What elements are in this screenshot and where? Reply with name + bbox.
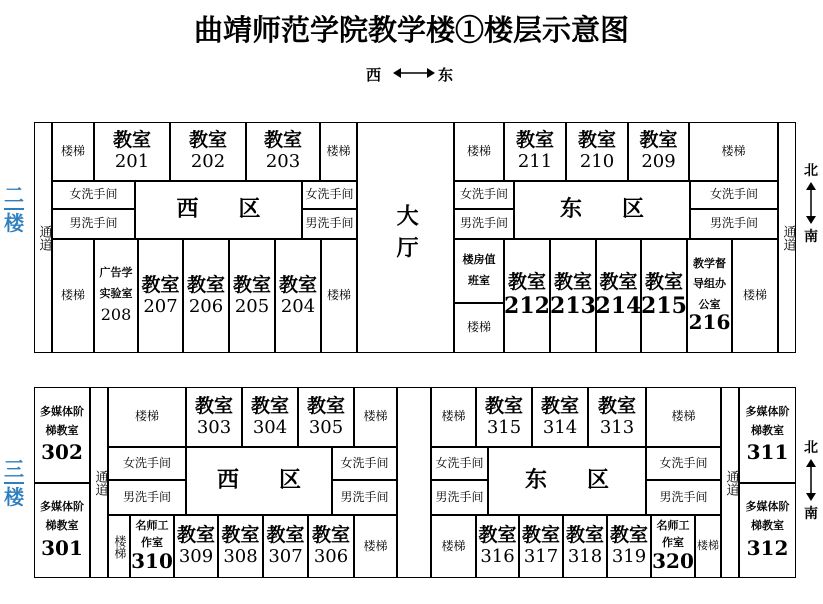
north-south-arrow-icon	[805, 459, 817, 501]
f2-stairs-nw2: 楼梯	[320, 122, 357, 181]
f3-media-room-312: 多媒体阶 梯教室 312	[739, 483, 796, 578]
f3-north-south-compass: 北 南	[804, 440, 818, 522]
double-arrow-icon	[393, 67, 435, 79]
f3-men-restroom-e2: 男洗手间	[646, 480, 721, 515]
f2-women-restroom-w1: 女洗手间	[52, 181, 135, 209]
f2-room-211: 教室 211	[504, 122, 566, 181]
f2-room-204: 教室 204	[275, 239, 321, 353]
f2-room-212: 教室 212	[504, 239, 550, 353]
f3-stairs-ne2: 楼梯	[646, 387, 721, 447]
f2-corridor-east: 通道	[778, 122, 796, 353]
f3-east-zone: 东区	[488, 447, 646, 515]
f3-women-restroom-w1: 女洗手间	[108, 447, 186, 480]
west-label: 西	[366, 66, 382, 84]
f3-stairs-nw: 楼梯	[108, 387, 186, 447]
f2-men-restroom-w1: 男洗手间	[52, 209, 135, 239]
f3-room-319: 教室 319	[607, 515, 651, 578]
f3-men-restroom-w1: 男洗手间	[108, 480, 186, 515]
floor-2-label: 二 楼	[4, 183, 24, 235]
f3-men-restroom-w2: 男洗手间	[332, 480, 397, 515]
f3-room-307: 教室 307	[263, 515, 308, 578]
f2-stairs-ne2: 楼梯	[689, 122, 778, 181]
f2-stairs-se: 楼梯	[454, 303, 504, 353]
f3-men-restroom-e1: 男洗手间	[431, 480, 488, 515]
page-title: 曲靖师范学院教学楼①楼层示意图	[193, 13, 629, 47]
f2-stairs-sw: 楼梯	[52, 239, 94, 353]
f2-stairs-se2: 楼梯	[732, 239, 778, 353]
f3-room-313: 教室 313	[588, 387, 646, 447]
f2-ad-lab-208: 广告学 实验室 208	[94, 239, 138, 353]
f3-media-room-301: 多媒体阶 梯教室 301	[34, 483, 90, 578]
f3-room-308: 教室 308	[218, 515, 263, 578]
f3-room-306: 教室 306	[308, 515, 354, 578]
f3-corridor-west: 通道	[90, 387, 108, 578]
f3-women-restroom-e1: 女洗手间	[431, 447, 488, 480]
f2-men-restroom-e1: 男洗手间	[454, 209, 514, 239]
f3-studio-310: 名师工 作室 310	[130, 515, 174, 578]
f2-west-zone: 西区	[135, 181, 302, 239]
f3-stairs-ne: 楼梯	[431, 387, 476, 447]
f3-room-317: 教室 317	[519, 515, 563, 578]
f3-room-314: 教室 314	[532, 387, 588, 447]
f2-room-202: 教室 202	[170, 122, 246, 181]
f3-women-restroom-w2: 女洗手间	[332, 447, 397, 480]
f2-east-zone: 东区	[514, 181, 690, 239]
f3-corridor-east: 通道	[721, 387, 739, 578]
floor-3-label: 三 楼	[4, 457, 24, 509]
f2-room-213: 教室 213	[550, 239, 596, 353]
f2-women-restroom-w2: 女洗手间	[302, 181, 357, 209]
east-label: 东	[438, 66, 454, 84]
f3-room-318: 教室 318	[563, 515, 607, 578]
f2-room-203: 教室 203	[246, 122, 320, 181]
f2-duty-room: 楼房值 班室	[454, 239, 504, 303]
f2-north-south-compass: 北 南	[804, 163, 818, 245]
f2-room-209: 教室 209	[628, 122, 689, 181]
f3-west-zone: 西区	[186, 447, 332, 515]
f3-women-restroom-e2: 女洗手间	[646, 447, 721, 480]
f3-hall-gap	[397, 387, 431, 578]
west-east-compass	[366, 62, 466, 84]
f3-room-303: 教室 303	[186, 387, 242, 447]
f3-room-305: 教室 305	[298, 387, 354, 447]
f3-room-315: 教室 315	[476, 387, 532, 447]
f2-stairs-ne: 楼梯	[454, 122, 504, 181]
f2-hall: 大厅	[357, 122, 454, 353]
f2-men-restroom-w2: 男洗手间	[302, 209, 357, 239]
f3-room-316: 教室 316	[476, 515, 519, 578]
f3-studio-320: 名师工 作室 320	[651, 515, 695, 578]
f3-stairs-se2: 楼梯	[695, 515, 721, 578]
f3-stairs-sw2: 楼梯	[354, 515, 397, 578]
f3-media-room-311: 多媒体阶 梯教室 311	[739, 387, 796, 483]
f3-media-room-302: 多媒体阶 梯教室 302	[34, 387, 90, 483]
f2-room-207: 教室 207	[138, 239, 183, 353]
f2-office-216: 教学督 导组办 公室 216	[687, 239, 732, 353]
f2-men-restroom-e2: 男洗手间	[690, 209, 778, 239]
f2-stairs-nw: 楼梯	[52, 122, 94, 181]
north-south-arrow-icon	[805, 182, 817, 224]
f3-stairs-sw: 楼梯	[108, 515, 130, 578]
f2-stairs-sw2: 楼梯	[321, 239, 357, 353]
f3-stairs-se: 楼梯	[431, 515, 476, 578]
f2-room-210: 教室 210	[566, 122, 628, 181]
f2-room-205: 教室 205	[229, 239, 275, 353]
f2-women-restroom-e2: 女洗手间	[690, 181, 778, 209]
f3-stairs-nw2: 楼梯	[354, 387, 397, 447]
f2-room-214: 教室 214	[596, 239, 641, 353]
f2-corridor-west: 通道	[34, 122, 52, 353]
f2-room-206: 教室 206	[183, 239, 229, 353]
f2-women-restroom-e1: 女洗手间	[454, 181, 514, 209]
f2-room-201: 教室 201	[94, 122, 170, 181]
f3-room-304: 教室 304	[242, 387, 298, 447]
f3-room-309: 教室 309	[174, 515, 218, 578]
f2-room-215: 教室 215	[641, 239, 687, 353]
